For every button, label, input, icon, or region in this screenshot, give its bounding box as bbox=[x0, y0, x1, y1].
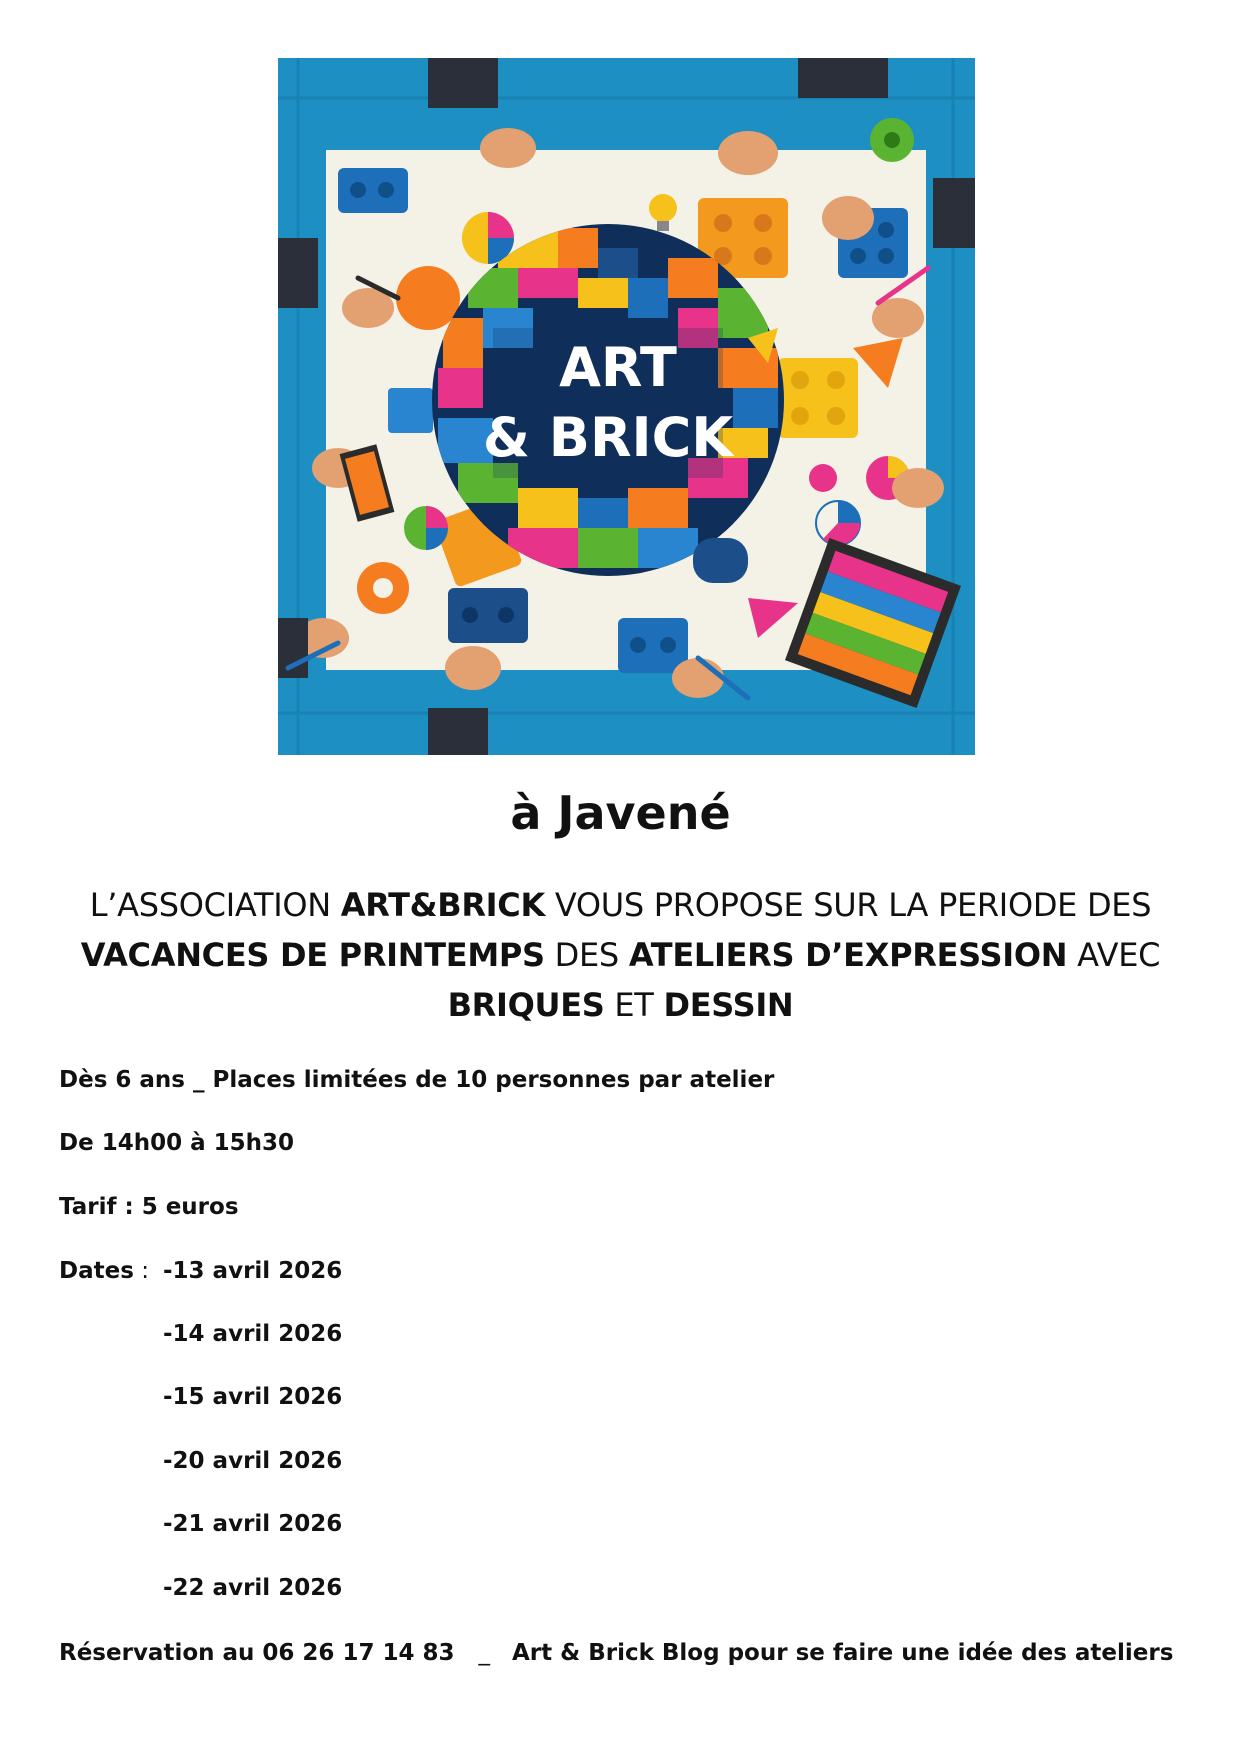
reservation-phone: Réservation au 06 26 17 14 83 bbox=[59, 1640, 455, 1666]
brick-icon bbox=[618, 618, 688, 673]
logo-line2: & BRICK bbox=[482, 406, 734, 469]
gear-icon bbox=[357, 562, 409, 614]
gear-icon bbox=[809, 464, 837, 492]
intro-bold-briques: BRIQUES bbox=[447, 986, 605, 1024]
dates-label-text: Dates bbox=[59, 1258, 134, 1284]
hand-icon bbox=[672, 658, 724, 698]
hand-icon bbox=[445, 646, 501, 690]
blog-link[interactable]: Art & Brick Blog pour se faire une idée des ateliers bbox=[511, 1640, 1174, 1666]
intro-text: VOUS PROPOSE SUR LA PERIODE DES bbox=[544, 886, 1152, 924]
intro-paragraph bbox=[60, 880, 1181, 1030]
intro-text: DES bbox=[544, 936, 629, 974]
intro-text: L’ASSOCIATION bbox=[89, 886, 341, 924]
date-item: -13 avril 2026 bbox=[163, 1258, 343, 1284]
pie-chart-icon bbox=[404, 506, 448, 550]
location-title: à Javené bbox=[510, 786, 731, 840]
brick-icon bbox=[448, 588, 528, 643]
illustration-svg bbox=[278, 58, 975, 755]
date-item: -14 avril 2026 bbox=[163, 1321, 343, 1347]
intro-text: AVEC bbox=[1067, 936, 1161, 974]
age-places-line: Dès 6 ans _ Places limitées de 10 personnes par atelier bbox=[59, 1067, 775, 1093]
hand-icon bbox=[822, 196, 874, 240]
art-brick-illustration bbox=[278, 58, 975, 755]
price-line: Tarif : 5 euros bbox=[59, 1194, 239, 1220]
intro-bold-ateliers: ATELIERS D’EXPRESSION bbox=[628, 936, 1068, 974]
logo-line1: ART bbox=[559, 336, 677, 399]
pie-chart-icon bbox=[816, 501, 860, 545]
date-item: -20 avril 2026 bbox=[163, 1448, 343, 1474]
hand-icon bbox=[480, 128, 536, 168]
reservation-line bbox=[59, 1636, 1173, 1670]
intro-bold-vacances: VACANCES DE PRINTEMPS bbox=[80, 936, 545, 974]
brick-icon bbox=[388, 388, 433, 433]
date-item: -21 avril 2026 bbox=[163, 1511, 343, 1537]
hand-icon bbox=[892, 468, 944, 508]
hand-icon bbox=[718, 131, 778, 175]
hours-line: De 14h00 à 15h30 bbox=[59, 1130, 295, 1156]
intro-text: ET bbox=[604, 986, 664, 1024]
date-item: -15 avril 2026 bbox=[163, 1384, 343, 1410]
reservation-separator: _ bbox=[478, 1640, 490, 1666]
intro-bold-dessin: DESSIN bbox=[663, 986, 794, 1024]
intro-bold-association: ART&BRICK bbox=[340, 886, 545, 924]
brick-icon bbox=[338, 168, 408, 213]
dates-label bbox=[59, 1254, 149, 1288]
blue-spool bbox=[693, 538, 748, 583]
dates-label-colon: : bbox=[133, 1258, 149, 1284]
date-item: -22 avril 2026 bbox=[163, 1575, 343, 1601]
brick-icon bbox=[778, 358, 858, 438]
pie-chart-icon bbox=[462, 212, 514, 264]
gear-icon bbox=[870, 118, 914, 162]
pie-chart-icon bbox=[396, 266, 460, 330]
